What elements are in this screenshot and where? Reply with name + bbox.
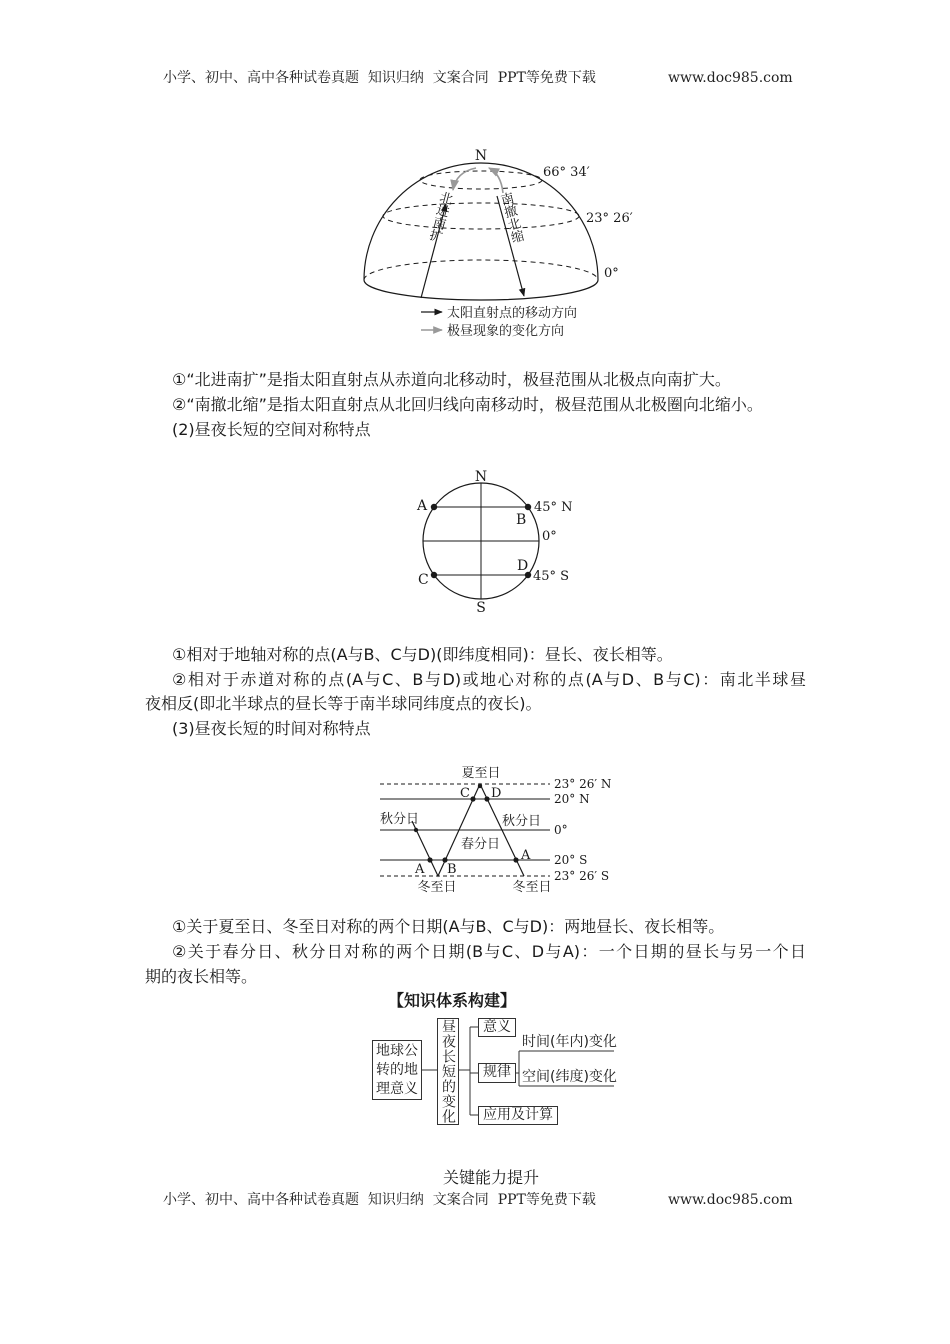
lat-45n-label: 45° N xyxy=(534,500,573,515)
lat-0-label: 0° xyxy=(554,823,568,837)
winter-right-label: 冬至日 xyxy=(512,880,552,895)
summer-label: 夏至日 xyxy=(461,766,501,781)
autumn-right-label: 秋分日 xyxy=(502,814,542,829)
point-c-dot xyxy=(431,572,437,578)
mindmap-law-time: 时间(年内)变化 xyxy=(522,1034,617,1050)
figure-hemisphere xyxy=(364,148,633,339)
lat-0-label: 0° xyxy=(604,266,619,281)
autumn-left-dot xyxy=(414,828,418,832)
point-a-left-dot xyxy=(427,857,432,862)
summer-dot xyxy=(478,784,482,788)
winter-left-label: 冬至日 xyxy=(417,880,457,895)
point-a-label: A xyxy=(417,498,428,514)
mindmap-meaning-box: 意义 xyxy=(478,1018,516,1037)
footer-url: www.doc985.com xyxy=(668,1192,793,1208)
figure-annual-motion xyxy=(380,766,611,895)
lat-66-label: 66° 34′ xyxy=(543,165,590,180)
tropic-circle xyxy=(383,203,579,229)
point-b-dot xyxy=(525,504,531,510)
point-c-label: C xyxy=(460,786,470,801)
paragraph-equator-symmetry-line1: ②相对于赤道对称的点(A与C、B与D)或地心对称的点(A与D、B与C)：南北半球昼 xyxy=(172,670,806,689)
connector-topic-trunk xyxy=(459,1027,470,1115)
paragraph-south-retreat: ②“南撤北缩”是指太阳直射点从北回归线向南移动时，极昼范围从北极圈向北缩小。 xyxy=(172,395,763,414)
south-label: S xyxy=(476,600,486,616)
connector-law-trunk xyxy=(516,1051,519,1086)
label-north-advance: 北进南扩 xyxy=(425,189,454,244)
point-a-right-label: A xyxy=(521,848,531,863)
heading-spatial-symmetry: (2)昼夜长短的空间对称特点 xyxy=(172,420,371,439)
arctic-circle xyxy=(420,171,542,189)
point-a-right-dot xyxy=(513,857,518,862)
lat-45s-label: 45° S xyxy=(533,569,570,584)
point-d-dot xyxy=(484,796,489,801)
mindmap-application-box: 应用及计算 xyxy=(478,1106,558,1125)
heading-temporal-symmetry: (3)昼夜长短的时间对称特点 xyxy=(172,719,371,738)
paragraph-axis-symmetry: ①相对于地轴对称的点(A与B、C与D)(即纬度相同)：昼长、夜长相等。 xyxy=(172,645,673,664)
hemisphere-outline xyxy=(364,163,598,280)
lat-20n-label: 20° N xyxy=(554,792,590,806)
lat-23s-label: 23° 26′ S xyxy=(554,869,610,883)
point-d-label: D xyxy=(491,786,502,801)
point-d-label: D xyxy=(517,558,529,574)
mindmap-law-box: 规律 xyxy=(478,1063,516,1083)
knowledge-system-heading: 【知识体系构建】 xyxy=(388,991,517,1010)
legend-polar-text: 极昼现象的变化方向 xyxy=(447,324,565,339)
lat-20s-label: 20° S xyxy=(554,853,588,867)
mindmap-root-box: 地球公转的地理意义 xyxy=(372,1040,422,1100)
point-b-label: B xyxy=(516,512,527,528)
lat-23n-label: 23° 26′ N xyxy=(554,777,612,791)
paragraph-equinox-symmetry-line2: 期的夜长相等。 xyxy=(145,967,258,986)
point-c-dot xyxy=(470,796,475,801)
legend-sun-text: 太阳直射点的移动方向 xyxy=(447,306,578,321)
spring-label: 春分日 xyxy=(461,837,501,852)
lat-23-label: 23° 26′ xyxy=(586,211,633,226)
paragraph-north-advance: ①“北进南扩”是指太阳直射点从赤道向北移动时，极昼范围从北极点向南扩大。 xyxy=(172,370,731,389)
header-text: 小学、初中、高中各种试卷真题 知识归纳 文案合同 PPT等免费下载 xyxy=(163,70,596,86)
label-south-retreat: 南撤北缩 xyxy=(496,190,525,245)
point-c-label: C xyxy=(418,572,429,588)
key-ability-heading: 关键能力提升 xyxy=(443,1168,540,1187)
point-b-label: B xyxy=(447,862,457,877)
mindmap-topic-box: 昼夜长短的变化 xyxy=(437,1018,459,1125)
figure-latitude-circle xyxy=(416,469,573,616)
autumn-left-label: 秋分日 xyxy=(380,812,420,827)
lat-0-label: 0° xyxy=(542,529,557,544)
header-url: www.doc985.com xyxy=(668,70,793,86)
paragraph-equinox-symmetry-line1: ②关于春分日、秋分日对称的两个日期(B与C、D与A)：一个日期的昼长与另一个日 xyxy=(172,942,806,961)
point-a-dot xyxy=(431,504,437,510)
north-pole-label: N xyxy=(474,148,488,164)
equator-front-arc xyxy=(364,280,598,300)
mindmap-law-space: 空间(纬度)变化 xyxy=(522,1069,617,1085)
point-a-left-label: A xyxy=(415,862,425,877)
north-label: N xyxy=(474,469,488,485)
footer-text: 小学、初中、高中各种试卷真题 知识归纳 文案合同 PPT等免费下载 xyxy=(163,1192,596,1208)
paragraph-solstice-symmetry: ①关于夏至日、冬至日对称的两个日期(A与B、C与D)：两地昼长、夜长相等。 xyxy=(172,917,725,936)
equator-back-arc xyxy=(364,260,598,280)
paragraph-equator-symmetry-line2: 夜相反(即北半球点的昼长等于南半球同纬度点的夜长)。 xyxy=(145,694,542,713)
